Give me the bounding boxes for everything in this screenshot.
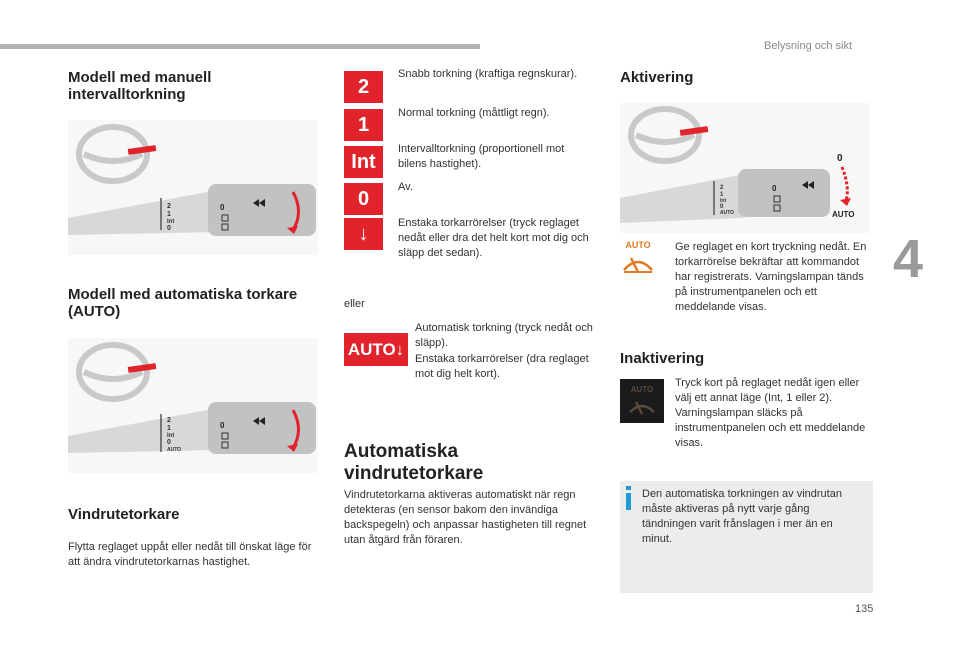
auto-badge: AUTO↓ xyxy=(344,333,408,366)
mode-text-single-wipe: Enstaka torkarrörelser (tryck reglaget nedåt eller dra det helt kort mot dig och släpp det sedan). xyxy=(398,217,589,259)
svg-text:0: 0 xyxy=(220,421,225,430)
svg-text:Int: Int xyxy=(167,219,175,225)
svg-text:1: 1 xyxy=(167,425,171,432)
auto-wiper-off-icon: AUTO xyxy=(620,379,664,423)
chapter-tab: 4 xyxy=(893,229,924,289)
svg-text:Int: Int xyxy=(720,198,727,204)
auto-wipers-title: Automatiska vindrutetorkare xyxy=(344,441,484,484)
svg-text:Int: Int xyxy=(167,433,175,439)
activation-text: Ge reglaget en kort tryckning nedåt. En torkarrörelse bekräftar att kommandot har registrerats. Varningslampan tänds på instrumentpanelen och ett meddelande visas. xyxy=(675,241,867,313)
mode-badge-1: 1 xyxy=(344,109,383,141)
mode-badge-2: 2 xyxy=(344,71,383,103)
page-number: 135 xyxy=(855,603,874,615)
auto-stalk-diagram xyxy=(68,338,318,473)
svg-text:1: 1 xyxy=(167,211,171,218)
deactivation-title: Inaktivering xyxy=(620,350,705,367)
svg-text:0: 0 xyxy=(772,184,777,193)
mode-badge-single-wipe: ↓ xyxy=(344,218,383,250)
info-icon xyxy=(624,486,633,510)
activation-diagram xyxy=(620,103,870,233)
mode-badge-int: Int xyxy=(344,146,383,178)
svg-text:AUTO: AUTO xyxy=(167,447,182,453)
svg-text:0: 0 xyxy=(837,153,843,164)
svg-text:2: 2 xyxy=(720,185,724,191)
auto-title: Modell med automatiska torkare (AUTO) xyxy=(68,286,298,320)
svg-text:0: 0 xyxy=(720,204,724,210)
wipers-text: Flytta reglaget uppåt eller nedåt till önskat läge för att ändra vindrutetorkarnas hastighet. xyxy=(68,541,312,568)
info-text: Den automatiska torkningen av vindrutan måste aktiveras på nytt varje gång tändningen varit frånslagen i mer än en minut. xyxy=(642,488,842,545)
activation-title: Aktivering xyxy=(620,69,694,86)
mode-text-1: Normal torkning (måttligt regn). xyxy=(398,107,550,119)
svg-text:AUTO: AUTO xyxy=(720,210,735,216)
manual-stalk-diagram xyxy=(68,120,318,255)
auto-wipers-text: Vindrutetorkarna aktiveras automatiskt när regn detekteras (en sensor bakom den invändiga backspegeln) och anpassar hastigheten till regnet utan åtgärd från föraren. xyxy=(344,489,587,546)
svg-text:0: 0 xyxy=(167,439,171,446)
or-label: eller xyxy=(344,298,365,310)
header-bar xyxy=(0,44,480,49)
wipers-title: Vindrutetorkare xyxy=(68,506,180,523)
mode-text-0: Av. xyxy=(398,181,413,193)
mode-text-2: Snabb torkning (kraftiga regnskurar). xyxy=(398,68,578,80)
svg-text:0: 0 xyxy=(220,203,225,212)
svg-text:AUTO: AUTO xyxy=(832,210,855,219)
manual-title: Modell med manuell intervalltorkning xyxy=(68,69,212,103)
auto-text-1: Automatisk torkning (tryck nedåt och släpp). xyxy=(415,322,593,349)
svg-text:2: 2 xyxy=(167,417,171,424)
chapter-title: Belysning och sikt xyxy=(764,40,853,52)
deactivation-text: Tryck kort på reglaget nedåt igen eller välj ett annat läge (Int, 1 eller 2). Varningslampan släcks på instrumentpanelen och ett meddelande visas. xyxy=(675,377,866,449)
mode-badge-0: 0 xyxy=(344,183,383,215)
auto-text-2: Enstaka torkarrörelser (dra reglaget mot dig helt kort). xyxy=(415,353,589,380)
auto-wiper-icon: AUTO xyxy=(620,240,656,282)
svg-text:1: 1 xyxy=(720,192,724,198)
svg-text:0: 0 xyxy=(167,225,171,232)
mode-text-int: Intervalltorkning (proportionell mot bilens hastighet). xyxy=(398,143,565,170)
svg-text:2: 2 xyxy=(167,203,171,210)
